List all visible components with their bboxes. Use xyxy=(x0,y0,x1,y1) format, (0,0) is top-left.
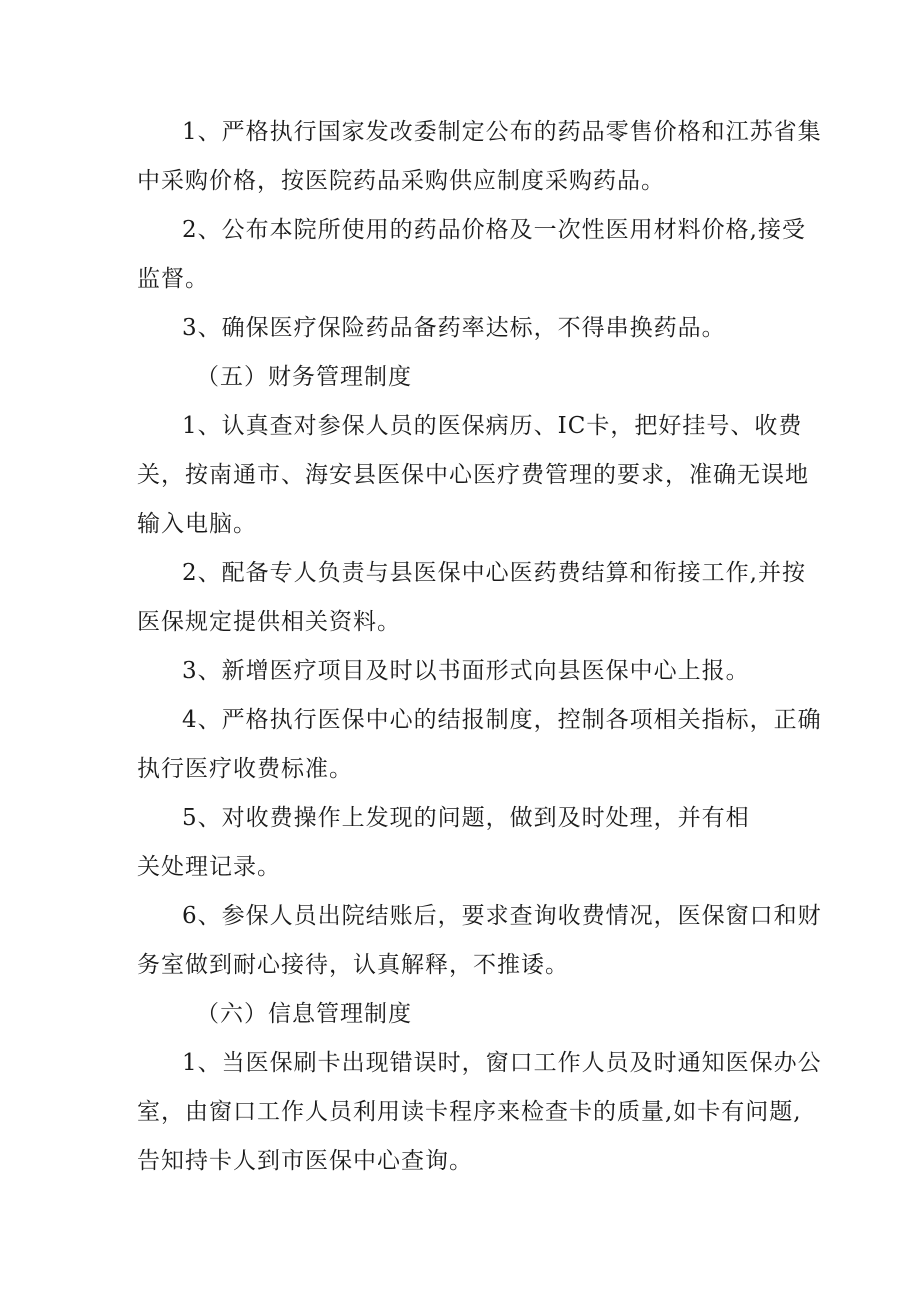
section-heading: （六）信息管理制度 xyxy=(196,1001,412,1027)
text-line: 3、新增医疗项目及时以书面形式向县医保中心上报。 xyxy=(182,658,750,684)
text-line: 中采购价格，按医院药品采购供应制度采购药品。 xyxy=(137,168,665,194)
text-line: 6、参保人员出院结账后，要求查询收费情况，医保窗口和财 xyxy=(182,903,822,929)
text-line: 医保规定提供相关资料。 xyxy=(137,609,401,635)
text-line: 关处理记录。 xyxy=(137,854,281,880)
text-line: 输入电脑。 xyxy=(137,511,257,537)
text-line: 室，由窗口工作人员利用读卡程序来检查卡的质量,如卡有问题, xyxy=(137,1099,802,1125)
text-line: 3、确保医疗保险药品备药率达标，不得串换药品。 xyxy=(182,315,726,341)
text-line: 2、公布本院所使用的药品价格及一次性医用材料价格,接受 xyxy=(182,217,806,243)
text-line: 1、严格执行国家发改委制定公布的药品零售价格和江苏省集 xyxy=(182,119,822,145)
text-line: 1、认真查对参保人员的医保病历、IC卡，把好挂号、收费 xyxy=(182,413,803,439)
text-line: 监督。 xyxy=(137,266,209,292)
text-line: 务室做到耐心接待，认真解释，不推诿。 xyxy=(137,952,569,978)
text-line: 关，按南通市、海安县医保中心医疗费管理的要求，准确无误地 xyxy=(137,462,809,488)
text-line: 4、严格执行医保中心的结报制度，控制各项相关指标，正确 xyxy=(182,707,822,733)
section-heading: （五）财务管理制度 xyxy=(196,364,412,390)
text-line: 5、对收费操作上发现的问题，做到及时处理，并有相 xyxy=(182,805,750,831)
text-line: 告知持卡人到市医保中心查询。 xyxy=(137,1148,473,1174)
text-line: 2、配备专人负责与县医保中心医药费结算和衔接工作,并按 xyxy=(182,560,806,586)
text-line: 1、当医保刷卡出现错误时，窗口工作人员及时通知医保办公 xyxy=(182,1050,822,1076)
text-line: 执行医疗收费标准。 xyxy=(137,756,353,782)
